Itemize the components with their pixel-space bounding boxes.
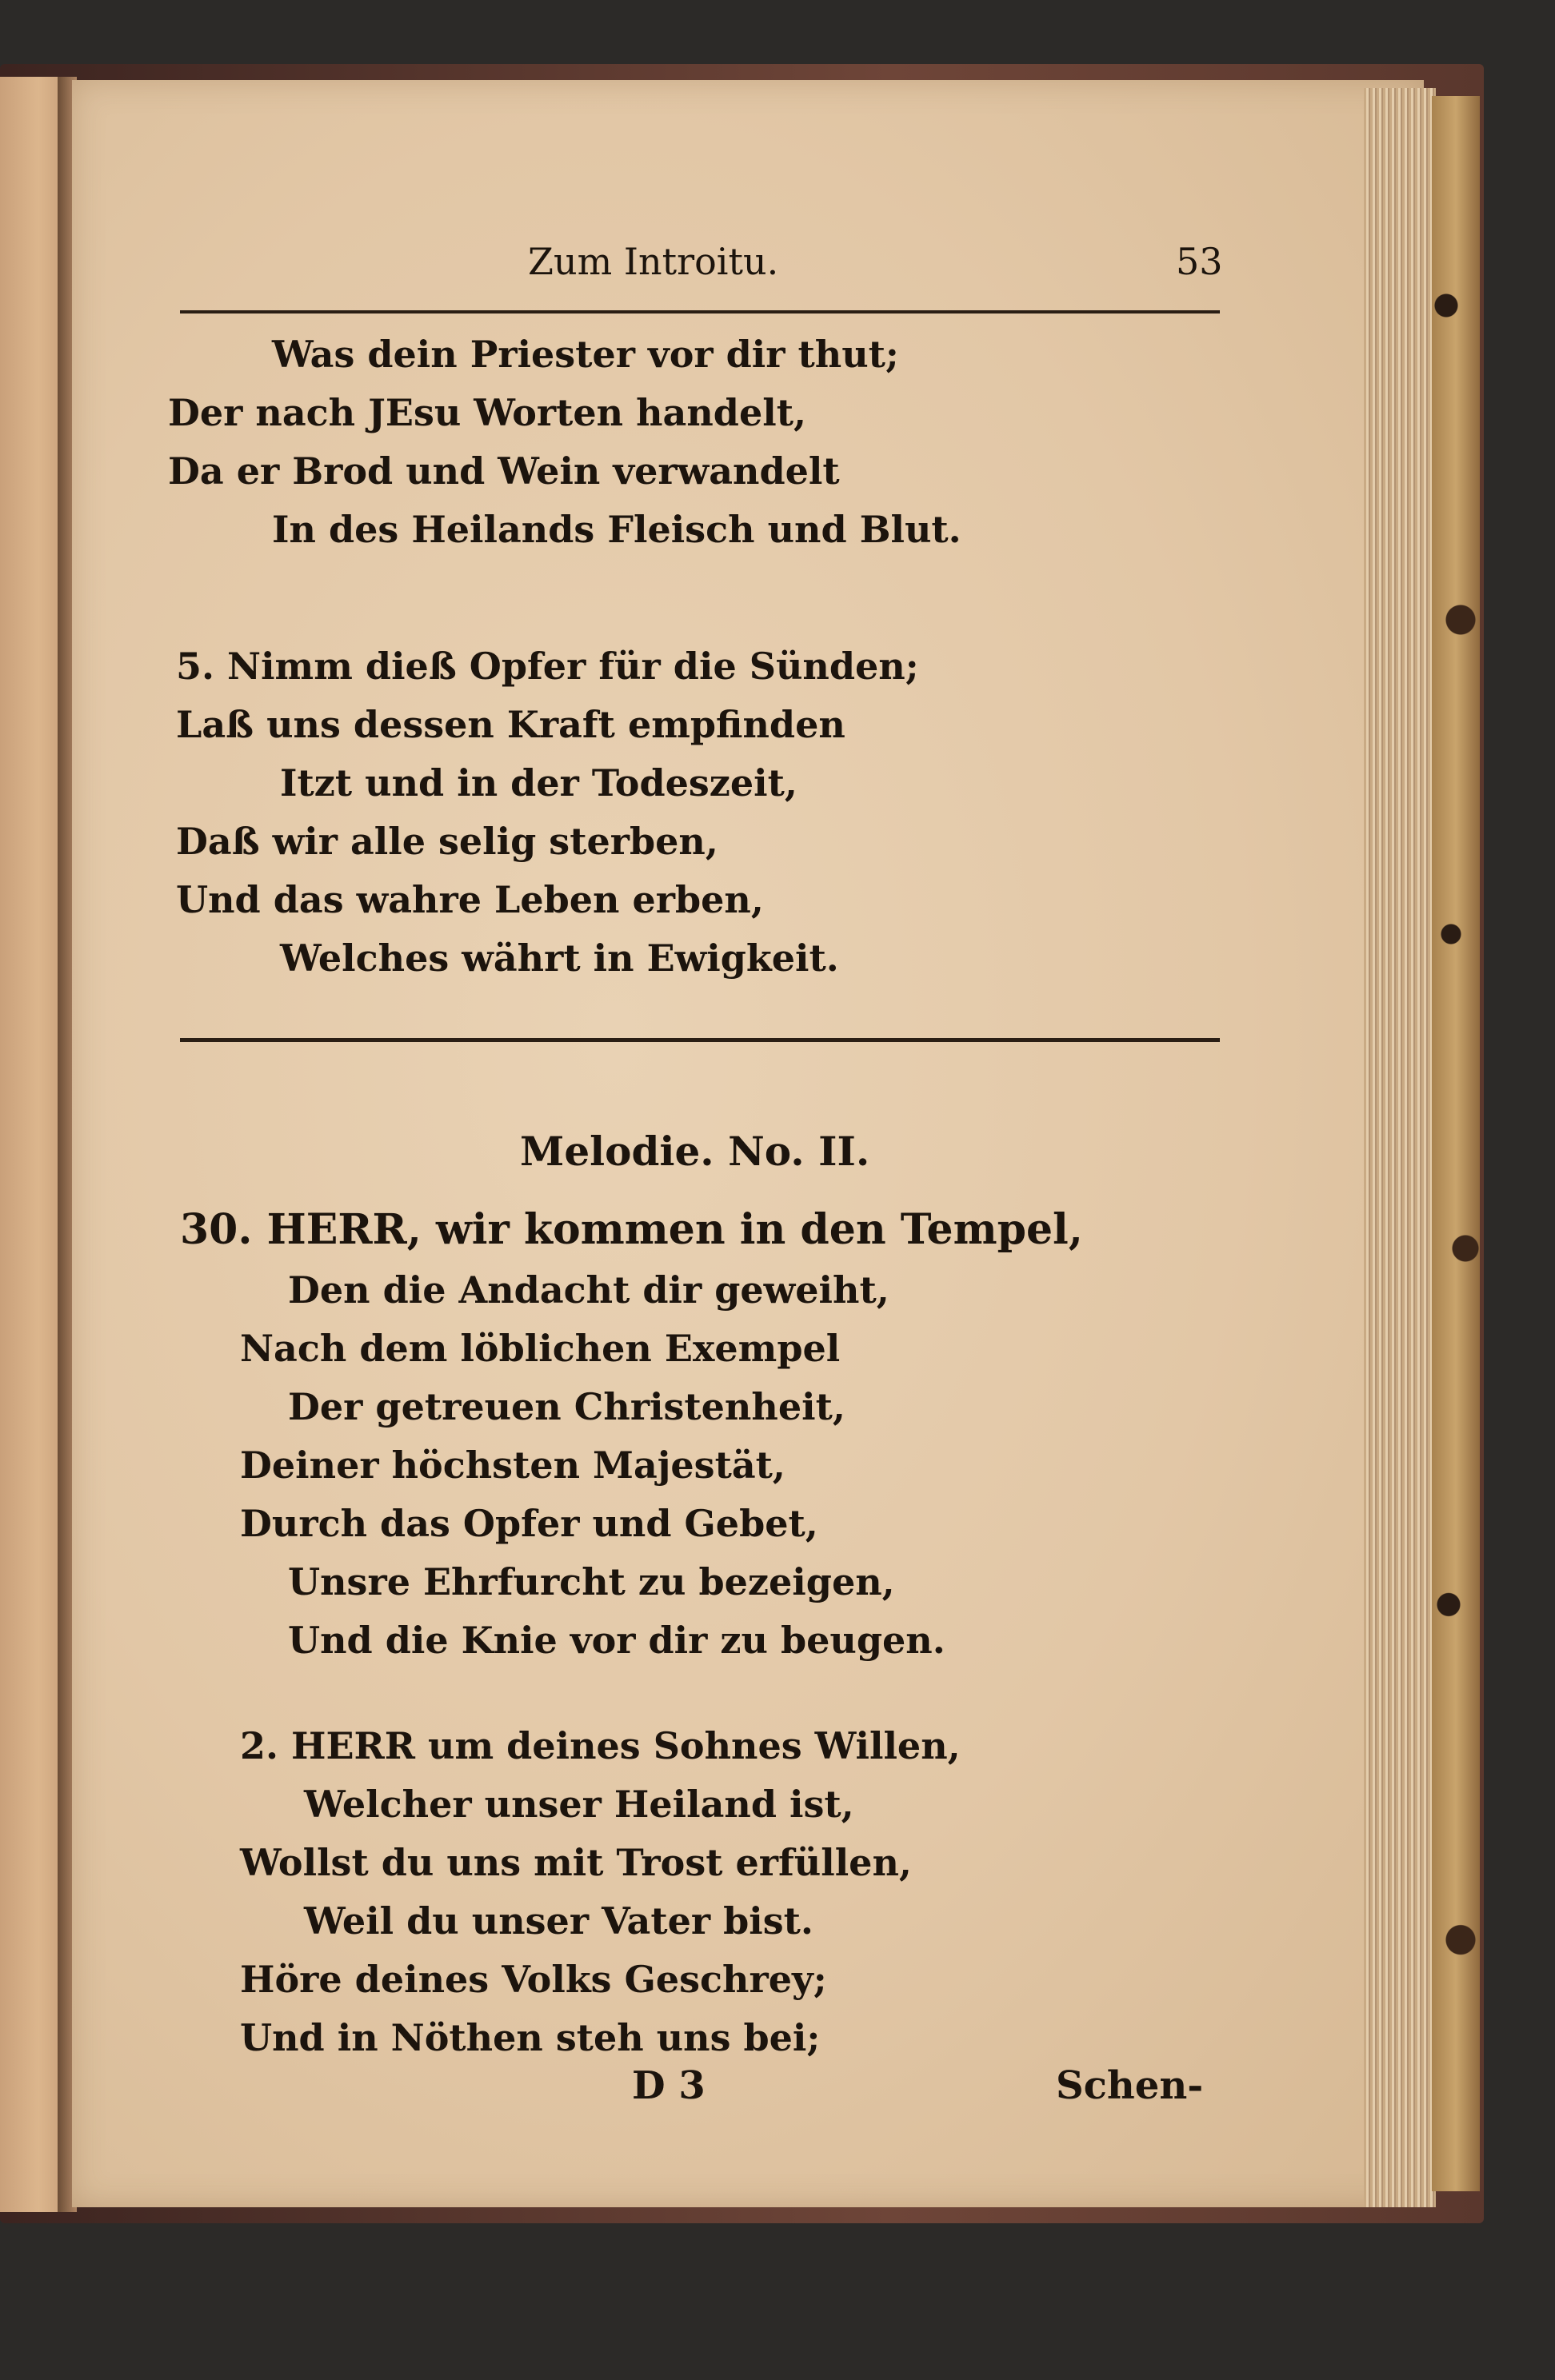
verse-line: Höre deines Volks Geschrey; [240, 1958, 827, 2001]
section-divider [180, 1038, 1220, 1042]
verse-line: Und die Knie vor dir zu beugen. [288, 1619, 945, 1662]
catchword: Schen- [1056, 2063, 1204, 2108]
verse-line: Der getreuen Christenheit, [288, 1385, 845, 1428]
verse-line: Da er Brod und Wein verwandelt [168, 449, 840, 493]
verse-line: Und in Nöthen steh uns bei; [240, 2016, 821, 2059]
running-title: Zum Introitu. [528, 240, 779, 283]
verse-line: Nach dem löblichen Exempel [240, 1327, 841, 1370]
hymn-number-line: 30. HERR, wir kommen in den Tempel, [180, 1205, 1083, 1254]
header-rule [180, 310, 1220, 313]
verse-line: Weil du unser Vater bist. [304, 1899, 813, 1943]
verse-line: Der nach JEsu Worten handelt, [168, 391, 806, 434]
verse-line: Laß uns dessen Kraft empfinden [176, 703, 845, 746]
verse-line: Den die Andacht dir geweiht, [288, 1268, 889, 1312]
verse-line: Durch das Opfer und Gebet, [240, 1502, 818, 1545]
verse-line: Daß wir alle selig sterben, [176, 820, 718, 863]
melody-heading: Melodie. No. II. [520, 1128, 870, 1175]
verse-line: Was dein Priester vor dir thut; [272, 333, 899, 376]
verse-line: Und das wahre Leben erben, [176, 878, 764, 921]
verse-line: In des Heilands Fleisch und Blut. [272, 508, 961, 551]
page-edges [1364, 88, 1436, 2207]
verse-line: Itzt und in der Todeszeit, [280, 761, 797, 805]
marbled-edge [1432, 96, 1480, 2191]
verse-line: 2. HERR um deines Sohnes Willen, [240, 1724, 961, 1767]
signature-mark: D 3 [632, 2063, 706, 2108]
verse-line: Unsre Ehrfurcht zu bezeigen, [288, 1560, 895, 1603]
page-number: 53 [1176, 240, 1223, 283]
facing-page-edge [0, 77, 64, 2212]
verse-line: Welcher unser Heiland ist, [304, 1783, 854, 1826]
verse-line: 5. Nimm dieß Opfer für die Sünden; [176, 645, 919, 688]
verse-line: Deiner höchsten Majestät, [240, 1444, 785, 1487]
verse-line: Welches währt in Ewigkeit. [280, 936, 839, 980]
verse-line: Wollst du uns mit Trost erfüllen, [240, 1841, 912, 1884]
